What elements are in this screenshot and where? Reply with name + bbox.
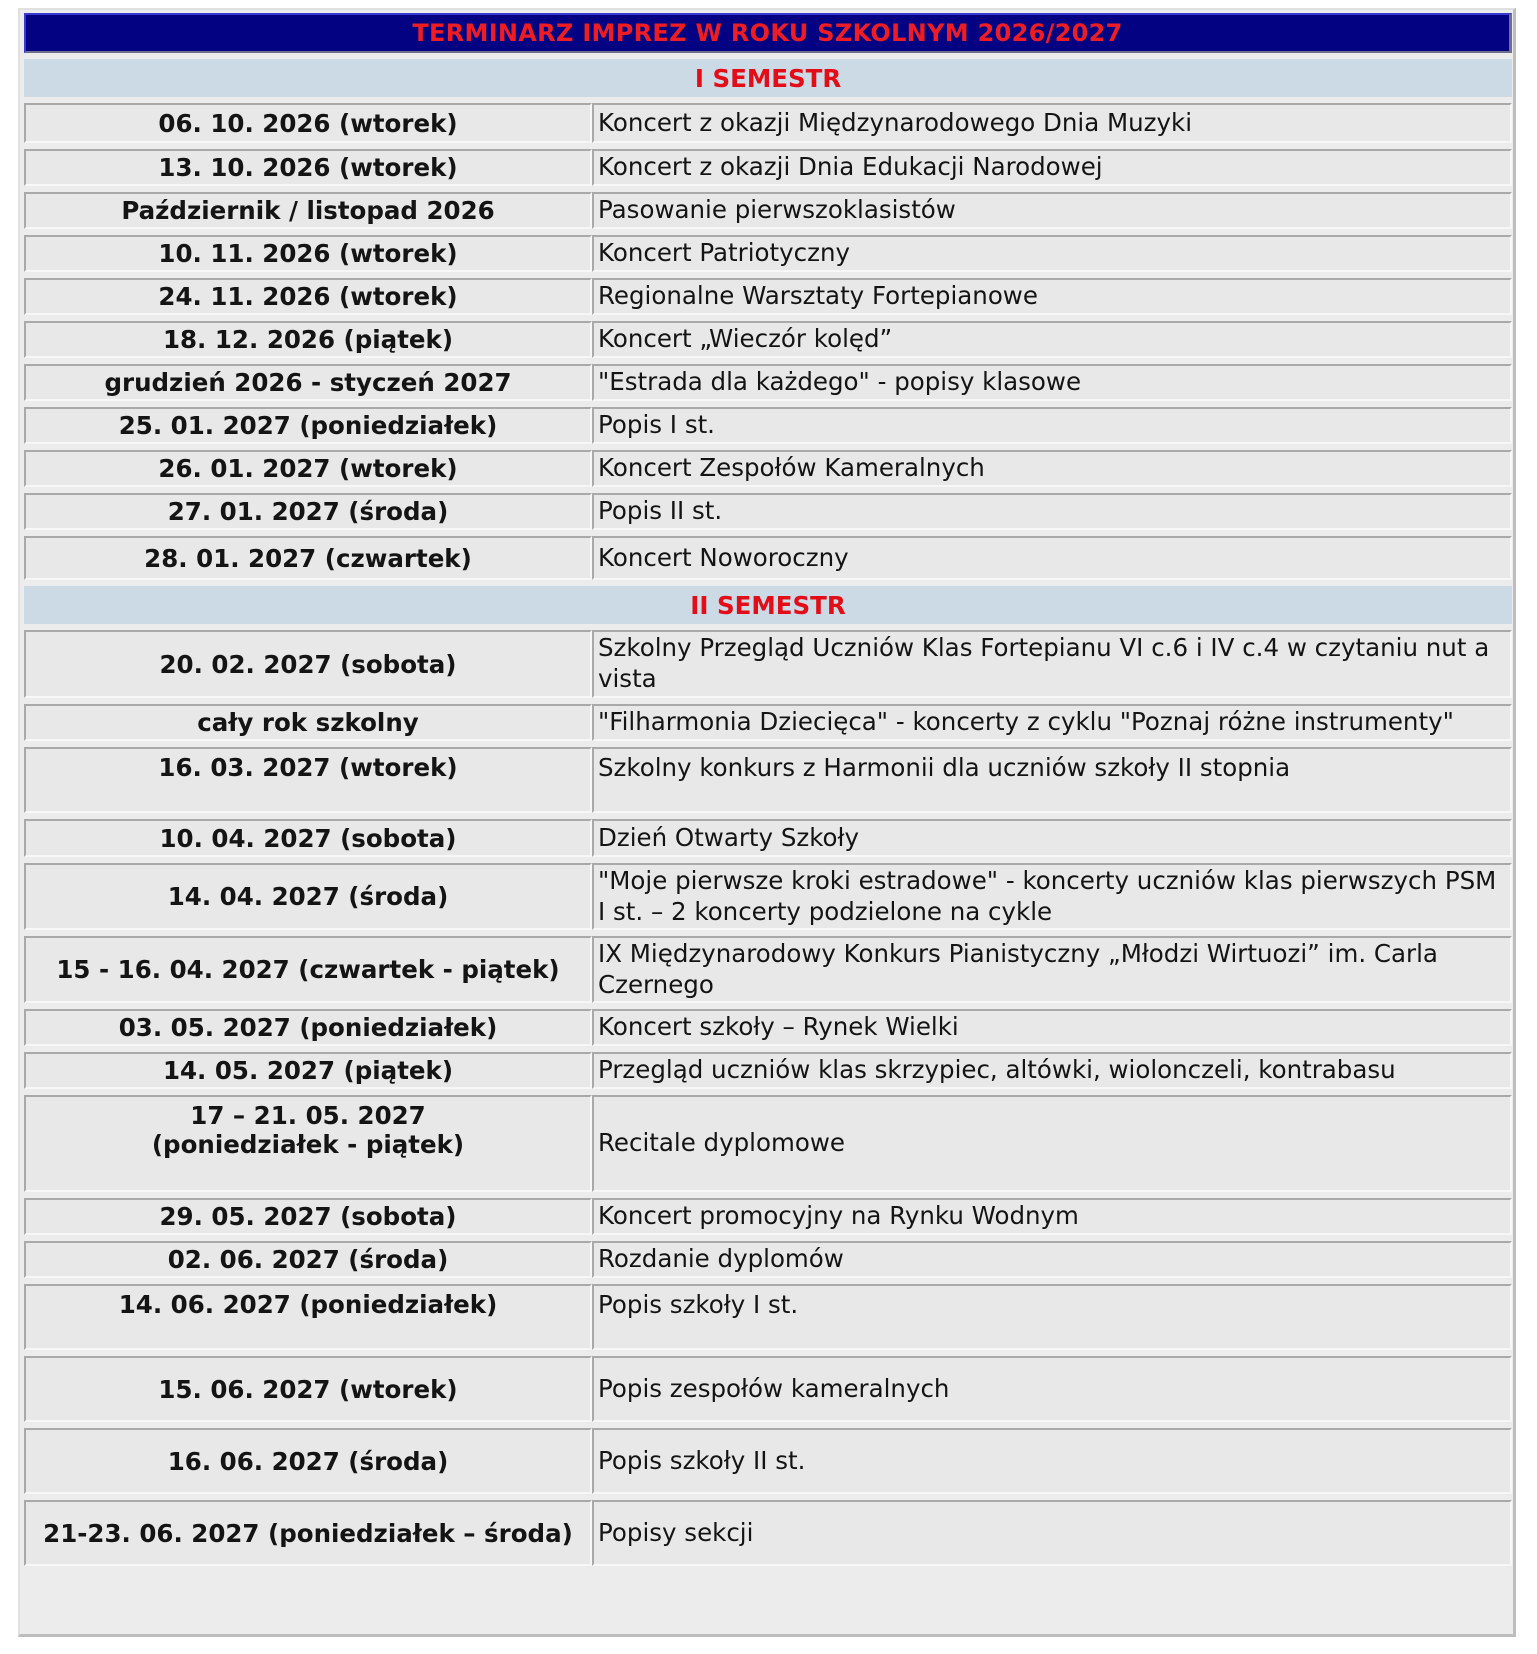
event-date: 13. 10. 2026 (wtorek)	[24, 149, 592, 186]
event-date: 28. 01. 2027 (czwartek)	[24, 536, 592, 580]
table-row	[24, 1095, 1512, 1192]
event-date: Październik / listopad 2026	[24, 192, 592, 229]
table-row	[24, 1241, 1512, 1278]
event-date: 10. 11. 2026 (wtorek)	[24, 235, 592, 272]
event-date: 02. 06. 2027 (środa)	[24, 1241, 592, 1278]
event-date	[24, 1095, 592, 1192]
event-name: Koncert Patriotyczny	[592, 235, 1512, 272]
event-name: Popis zespołów kameralnych	[592, 1356, 1512, 1422]
schedule-panel	[18, 8, 1516, 1637]
table-row	[24, 630, 1512, 698]
event-date: 10. 04. 2027 (sobota)	[24, 819, 592, 857]
event-name: Recitale dyplomowe	[592, 1095, 1512, 1192]
table-row	[24, 704, 1512, 741]
table-row	[24, 1428, 1512, 1494]
event-date-line-1: 17 – 21. 05. 2027	[190, 1101, 426, 1130]
event-date: 20. 02. 2027 (sobota)	[24, 630, 592, 698]
event-date-line-2: (poniedziałek - piątek)	[151, 1130, 465, 1159]
page-title: TERMINARZ IMPREZ W ROKU SZKOLNYM 2026/2027	[24, 13, 1512, 53]
event-date: 18. 12. 2026 (piątek)	[24, 321, 592, 358]
event-name: Koncert z okazji Dnia Edukacji Narodowej	[592, 149, 1512, 186]
event-date: grudzień 2026 - styczeń 2027	[24, 364, 592, 401]
table-row	[24, 936, 1512, 1003]
event-name: Dzień Otwarty Szkoły	[592, 819, 1512, 857]
table-row	[24, 1052, 1512, 1089]
event-name: "Estrada dla każdego" - popisy klasowe	[592, 364, 1512, 401]
event-date: 16. 03. 2027 (wtorek)	[24, 747, 592, 813]
table-row	[24, 1198, 1512, 1235]
event-date: 06. 10. 2026 (wtorek)	[24, 103, 592, 143]
event-date: 15 - 16. 04. 2027 (czwartek - piątek)	[24, 936, 592, 1003]
event-date: 03. 05. 2027 (poniedziałek)	[24, 1009, 592, 1046]
table-row	[24, 450, 1512, 487]
event-name: Pasowanie pierwszoklasistów	[592, 192, 1512, 229]
event-name: Koncert z okazji Międzynarodowego Dnia Muzyki	[592, 103, 1512, 143]
table-row	[24, 407, 1512, 444]
semester-header-row	[24, 586, 1512, 624]
table-row	[24, 321, 1512, 358]
event-name: Koncert Noworoczny	[592, 536, 1512, 580]
semester-2-heading: II SEMESTR	[24, 586, 1512, 624]
semester-1-heading: I SEMESTR	[24, 59, 1512, 97]
table-row	[24, 747, 1512, 813]
event-name: Koncert szkoły – Rynek Wielki	[592, 1009, 1512, 1046]
event-date: 14. 04. 2027 (środa)	[24, 863, 592, 930]
event-name: Szkolny Przegląd Uczniów Klas Fortepianu VI c.6 i IV c.4 w czytaniu nut a vista	[592, 630, 1512, 698]
event-date: 15. 06. 2027 (wtorek)	[24, 1356, 592, 1422]
table-row	[24, 278, 1512, 315]
event-name: Przegląd uczniów klas skrzypiec, altówki, wiolonczeli, kontrabasu	[592, 1052, 1512, 1089]
event-name: Popisy sekcji	[592, 1500, 1512, 1566]
table-row	[24, 103, 1512, 143]
table-row	[24, 235, 1512, 272]
event-date: 21-23. 06. 2027 (poniedziałek – środa)	[24, 1500, 592, 1566]
event-name: Popis I st.	[592, 407, 1512, 444]
table-row	[24, 1500, 1512, 1566]
event-date: 16. 06. 2027 (środa)	[24, 1428, 592, 1494]
event-date: 29. 05. 2027 (sobota)	[24, 1198, 592, 1235]
event-date: 26. 01. 2027 (wtorek)	[24, 450, 592, 487]
event-name: Koncert „Wieczór kolęd”	[592, 321, 1512, 358]
table-row	[24, 536, 1512, 580]
table-row	[24, 1284, 1512, 1350]
event-name: Koncert promocyjny na Rynku Wodnym	[592, 1198, 1512, 1235]
title-row	[24, 13, 1512, 53]
table-row	[24, 1356, 1512, 1422]
event-name: Popis szkoły II st.	[592, 1428, 1512, 1494]
event-date: 25. 01. 2027 (poniedziałek)	[24, 407, 592, 444]
event-name: Popis II st.	[592, 493, 1512, 530]
table-row	[24, 493, 1512, 530]
table-row	[24, 863, 1512, 930]
semester-header-row	[24, 59, 1512, 97]
schedule-table	[24, 7, 1512, 1572]
event-name: "Filharmonia Dziecięca" - koncerty z cyklu "Poznaj różne instrumenty"	[592, 704, 1512, 741]
event-name: Rozdanie dyplomów	[592, 1241, 1512, 1278]
table-row	[24, 192, 1512, 229]
table-row	[24, 149, 1512, 186]
table-row	[24, 364, 1512, 401]
event-name: Koncert Zespołów Kameralnych	[592, 450, 1512, 487]
event-date: 24. 11. 2026 (wtorek)	[24, 278, 592, 315]
event-name: Popis szkoły I st.	[592, 1284, 1512, 1350]
event-date: cały rok szkolny	[24, 704, 592, 741]
event-name: Szkolny konkurs z Harmonii dla uczniów szkoły II stopnia	[592, 747, 1512, 813]
event-name: IX Międzynarodowy Konkurs Pianistyczny „Młodzi Wirtuozi” im. Carla Czernego	[592, 936, 1512, 1003]
table-row	[24, 819, 1512, 857]
event-date: 14. 05. 2027 (piątek)	[24, 1052, 592, 1089]
event-date: 14. 06. 2027 (poniedziałek)	[24, 1284, 592, 1350]
table-row	[24, 1009, 1512, 1046]
event-name: Regionalne Warsztaty Fortepianowe	[592, 278, 1512, 315]
event-date: 27. 01. 2027 (środa)	[24, 493, 592, 530]
event-name: "Moje pierwsze kroki estradowe" - koncerty uczniów klas pierwszych PSM I st. – 2 koncerty podzielone na cykle	[592, 863, 1512, 930]
